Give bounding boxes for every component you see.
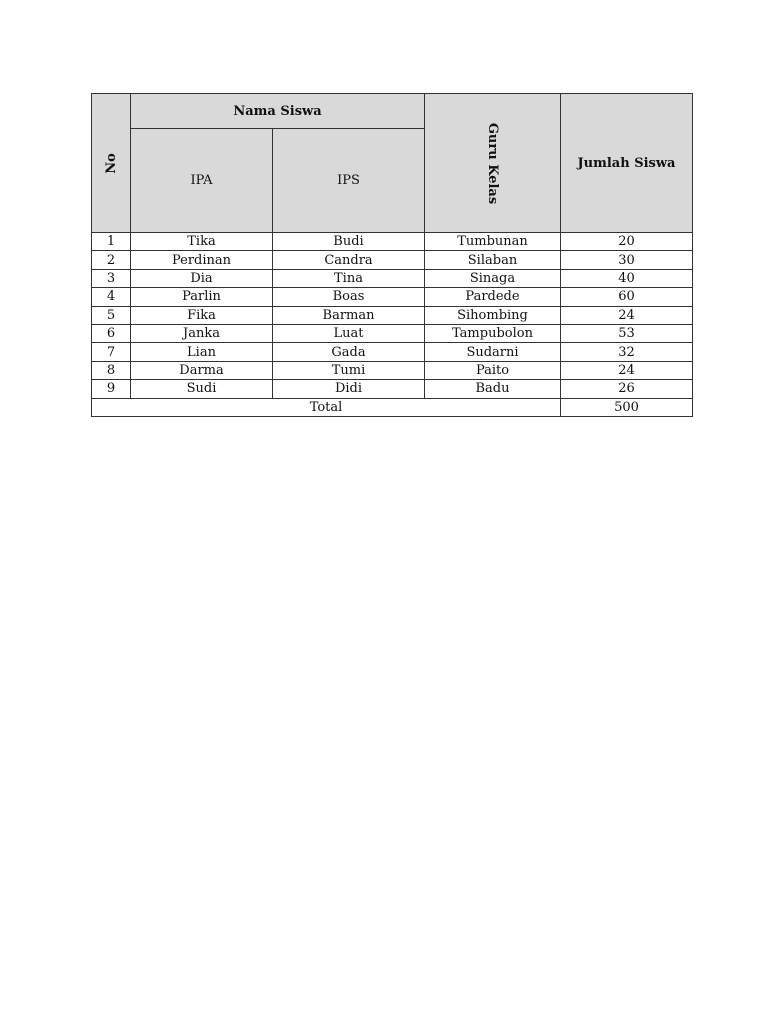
total-label: Total: [92, 398, 561, 416]
table-row: [92, 269, 693, 287]
header-guru-kelas-cell: [425, 94, 561, 233]
table-row: [92, 361, 693, 379]
cell-guru: Sinaga: [425, 269, 561, 287]
cell-ipa: Lian: [131, 343, 273, 361]
cell-ipa: Darma: [131, 361, 273, 379]
table-row: [92, 380, 693, 398]
cell-ips: Boas: [273, 288, 425, 306]
cell-no: 9: [92, 380, 131, 398]
cell-ipa: Dia: [131, 269, 273, 287]
cell-ips: Barman: [273, 306, 425, 324]
cell-guru: Tumbunan: [425, 233, 561, 251]
student-table: [91, 93, 693, 417]
table-row: [92, 288, 693, 306]
cell-no: 4: [92, 288, 131, 306]
cell-ips: Didi: [273, 380, 425, 398]
cell-no: 2: [92, 251, 131, 269]
cell-ips: Tina: [273, 269, 425, 287]
cell-jumlah: 26: [561, 380, 693, 398]
cell-ips: Gada: [273, 343, 425, 361]
cell-no: 3: [92, 269, 131, 287]
header-ipa: IPA: [131, 129, 273, 233]
cell-ipa: Perdinan: [131, 251, 273, 269]
cell-jumlah: 24: [561, 361, 693, 379]
cell-jumlah: 53: [561, 324, 693, 342]
cell-ipa: Sudi: [131, 380, 273, 398]
cell-jumlah: 32: [561, 343, 693, 361]
header-nama-siswa: Nama Siswa: [131, 94, 425, 129]
cell-jumlah: 24: [561, 306, 693, 324]
cell-guru: Pardede: [425, 288, 561, 306]
cell-ips: Budi: [273, 233, 425, 251]
cell-jumlah: 60: [561, 288, 693, 306]
cell-no: 8: [92, 361, 131, 379]
table-header-row: [92, 94, 693, 129]
cell-guru: Silaban: [425, 251, 561, 269]
header-jumlah-siswa: Jumlah Siswa: [561, 94, 693, 233]
cell-ips: Luat: [273, 324, 425, 342]
table-row: [92, 306, 693, 324]
cell-ipa: Janka: [131, 324, 273, 342]
header-guru-kelas: Guru Kelas: [484, 122, 500, 204]
cell-no: 1: [92, 233, 131, 251]
cell-ips: Tumi: [273, 361, 425, 379]
cell-jumlah: 20: [561, 233, 693, 251]
total-value: 500: [561, 398, 693, 416]
header-ips: IPS: [273, 129, 425, 233]
table-row: [92, 343, 693, 361]
cell-ipa: Parlin: [131, 288, 273, 306]
cell-ipa: Fika: [131, 306, 273, 324]
cell-guru: Paito: [425, 361, 561, 379]
header-no: No: [103, 152, 119, 174]
table-row: [92, 324, 693, 342]
cell-ipa: Tika: [131, 233, 273, 251]
cell-jumlah: 30: [561, 251, 693, 269]
cell-guru: Tampubolon: [425, 324, 561, 342]
table-total-row: [92, 398, 693, 416]
cell-jumlah: 40: [561, 269, 693, 287]
cell-guru: Sudarni: [425, 343, 561, 361]
table-row: [92, 251, 693, 269]
cell-no: 6: [92, 324, 131, 342]
cell-guru: Sihombing: [425, 306, 561, 324]
cell-ips: Candra: [273, 251, 425, 269]
cell-no: 7: [92, 343, 131, 361]
table-row: [92, 233, 693, 251]
header-no-cell: [92, 94, 131, 233]
cell-guru: Badu: [425, 380, 561, 398]
cell-no: 5: [92, 306, 131, 324]
